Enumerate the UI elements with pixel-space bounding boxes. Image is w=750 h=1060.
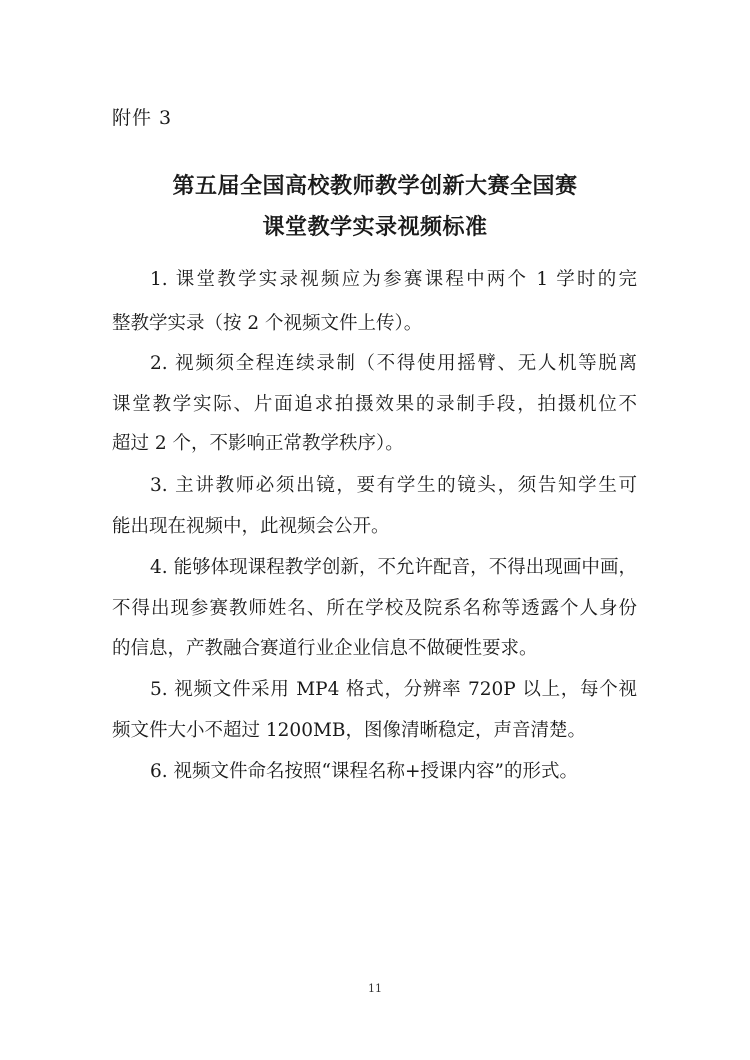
paragraph-4-line-2: 不得出现参赛教师姓名、所在学校及院系名称等透露个人身份 [112, 598, 637, 619]
paragraph-6-line-1: 6. 视频文件命名按照“课程名称+授课内容”的形式。 [150, 761, 578, 782]
paragraph-5-line-1: 5. 视频文件采用 MP4 格式，分辨率 720P 以上，每个视 [150, 679, 637, 700]
paragraph-3-line-2: 能出现在视频中，此视频会公开。 [112, 516, 390, 537]
paragraph-2-line-1: 2. 视频须全程连续录制（不得使用摇臂、无人机等脱离 [150, 353, 637, 374]
document-title-line-1: 第五届全国高校教师教学创新大赛全国赛 [172, 174, 578, 199]
paragraph-1-line-2: 整教学实录（按 2 个视频文件上传）。 [112, 313, 423, 334]
paragraph-2-line-2: 课堂教学实际、片面追求拍摄效果的录制手段，拍摄机位不 [112, 394, 637, 415]
paragraph-4-line-1: 4. 能够体现课程教学创新，不允许配音，不得出现画中画， [150, 557, 637, 578]
attachment-label: 附件 3 [112, 107, 173, 129]
paragraph-4-line-3: 的信息，产教融合赛道行业企业信息不做硬性要求。 [112, 638, 538, 659]
paragraph-1-line-1: 1. 课堂教学实录视频应为参赛课程中两个 1 学时的完 [150, 269, 637, 290]
paragraph-2-line-3: 超过 2 个，不影响正常教学秩序）。 [112, 433, 404, 454]
page-number: 11 [368, 982, 382, 995]
document-title-line-2: 课堂教学实录视频标准 [262, 215, 488, 240]
paragraph-3-line-1: 3. 主讲教师必须出镜，要有学生的镜头，须告知学生可 [150, 475, 637, 496]
paragraph-5-line-2: 频文件大小不超过 1200MB，图像清晰稳定，声音清楚。 [112, 720, 587, 741]
